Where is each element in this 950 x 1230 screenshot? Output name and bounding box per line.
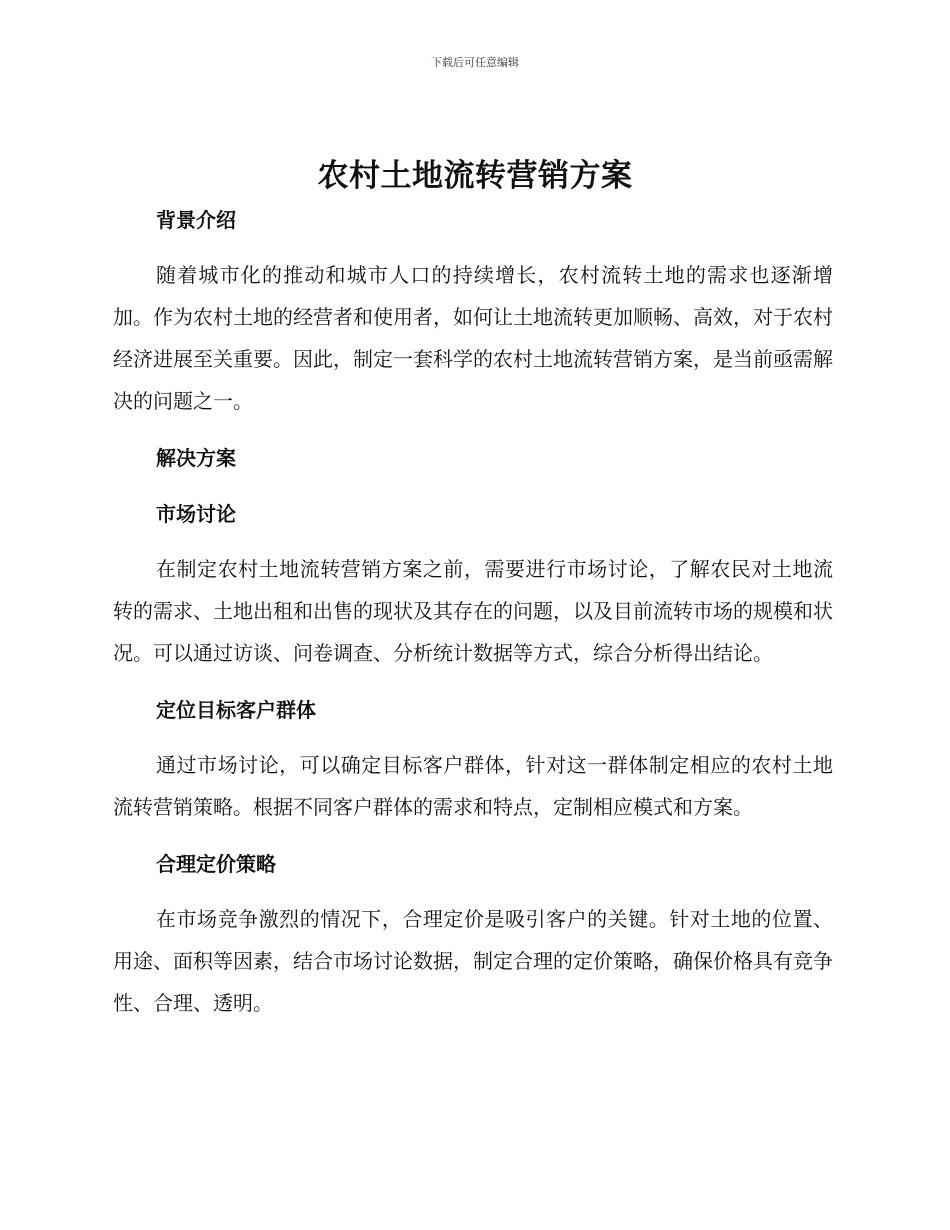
paragraph-market: 在制定农村土地流转营销方案之前，需要进行市场讨论，了解农民对土地流转的需求、土地出租和出售的现状及其存在的问题，以及目前流转市场的规模和状况。可以通过访谈、问卷调查、分析统计数据等方式，综合分析得出结论。: [113, 557, 833, 665]
paragraph-pricing: 在市场竞争激烈的情况下，合理定价是吸引客户的关键。针对土地的位置、用途、面积等因素，结合市场讨论数据，制定合理的定价策略，确保价格具有竞争性、合理、透明。: [113, 907, 833, 1015]
heading-pricing: 合理定价策略: [156, 852, 276, 876]
heading-background: 背景介绍: [156, 208, 236, 232]
document-body: [113, 200, 833, 1024]
heading-solution: 解决方案: [156, 446, 236, 470]
paragraph-background: 随着城市化的推动和城市人口的持续增长，农村流转土地的需求也逐渐增加。作为农村土地的经营者和使用者，如何让土地流转更加顺畅、高效，对于农村经济进展至关重要。因此，制定一套科学的农村土地流转营销方案，是当前亟需解决的问题之一。: [113, 263, 833, 413]
heading-target: 定位目标客户群体: [156, 698, 316, 722]
paragraph-target: 通过市场讨论，可以确定目标客户群体，针对这一群体制定相应的农村土地流转营销策略。根据不同客户群体的需求和特点，定制相应模式和方案。: [113, 753, 833, 819]
header-note: 下载后可任意编辑: [431, 56, 519, 69]
document-title: 农村土地流转营销方案: [317, 158, 633, 194]
heading-market: 市场讨论: [156, 502, 236, 526]
